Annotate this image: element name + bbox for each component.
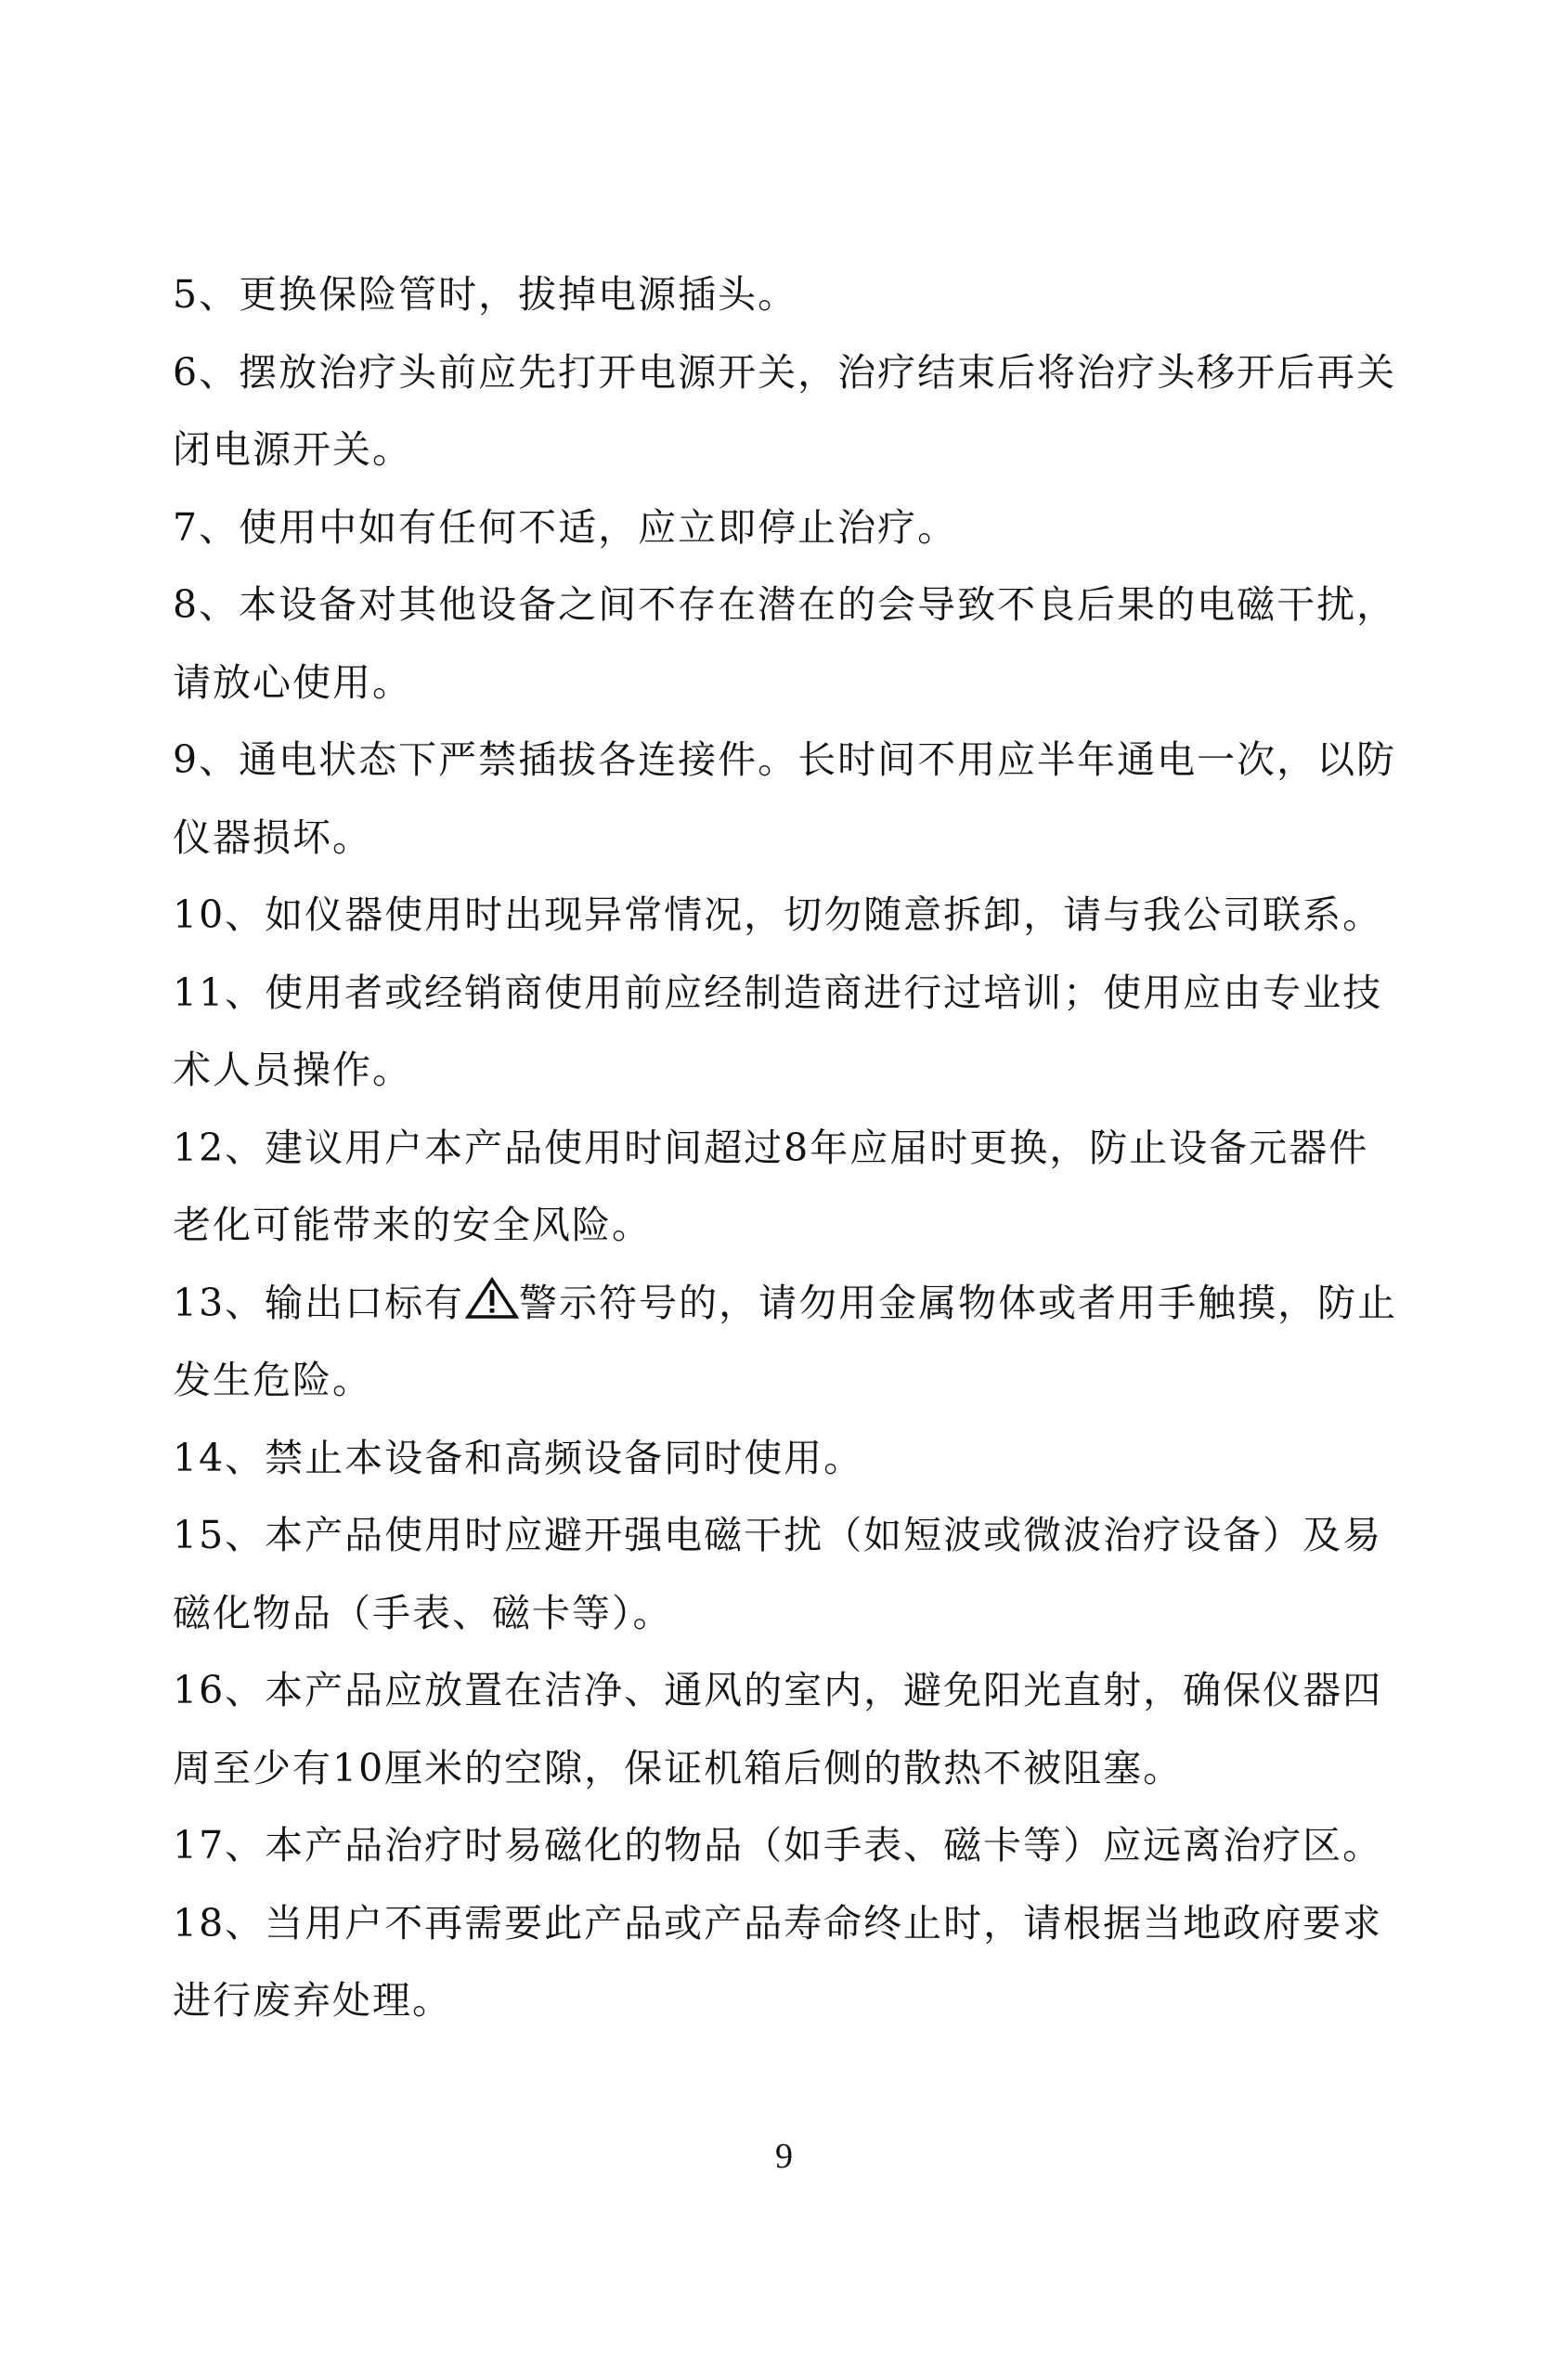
list-item-5: 5、更换保险管时，拔掉电源插头。 <box>173 272 798 317</box>
list-item-16: 16、本产品应放置在洁净、通风的室内，避免阳光直射，确保仪器四周至少有10厘米的空隙，保证机箱后侧的散热不被阻塞。 <box>173 1668 1383 1790</box>
list-item-7: 7、使用中如有任何不适，应立即停止治疗。 <box>173 504 958 550</box>
warning-triangle-icon <box>465 1277 519 1320</box>
list-item-18: 18、当用户不再需要此产品或产品寿命终止时，请根据当地政府要求进行废弃处理。 <box>173 1900 1383 2023</box>
list-item-15: 15、本产品使用时应避开强电磁干扰（如短波或微波治疗设备）及易磁化物品（手表、磁卡等）。 <box>173 1513 1383 1635</box>
precautions-list <box>173 256 1398 2040</box>
list-item-14: 14、禁止本设备和高频设备同时使用。 <box>173 1435 864 1480</box>
list-item-6: 6、摆放治疗头前应先打开电源开关，治疗结束后将治疗头移开后再关闭电源开关。 <box>173 349 1397 472</box>
list-item-13 <box>173 1265 1398 1420</box>
list-item-11: 11、使用者或经销商使用前应经制造商进行过培训；使用应由专业技术人员操作。 <box>173 970 1383 1092</box>
list-item-8: 8、本设备对其他设备之间不存在潜在的会导致不良后果的电磁干扰，请放心使用。 <box>173 582 1397 705</box>
list-item-9: 9、通电状态下严禁插拔各连接件。长时间不用应半年通电一次，以防仪器损坏。 <box>173 737 1397 860</box>
list-item-12: 12、建议用户本产品使用时间超过8年应届时更换，防止设备元器件老化可能带来的安全风险。 <box>173 1125 1369 1247</box>
list-item-10: 10、如仪器使用时出现异常情况，切勿随意拆卸，请与我公司联系。 <box>173 892 1383 937</box>
page-number: 9 <box>775 2137 793 2176</box>
list-item-13-text-after: 警示符号的，请勿用金属物体或者用手触摸，防止发生危险。 <box>173 1280 1398 1402</box>
list-item-13-text-before: 13、输出口标有 <box>173 1280 465 1325</box>
list-item-17: 17、本产品治疗时易磁化的物品（如手表、磁卡等）应远离治疗区。 <box>173 1823 1383 1868</box>
